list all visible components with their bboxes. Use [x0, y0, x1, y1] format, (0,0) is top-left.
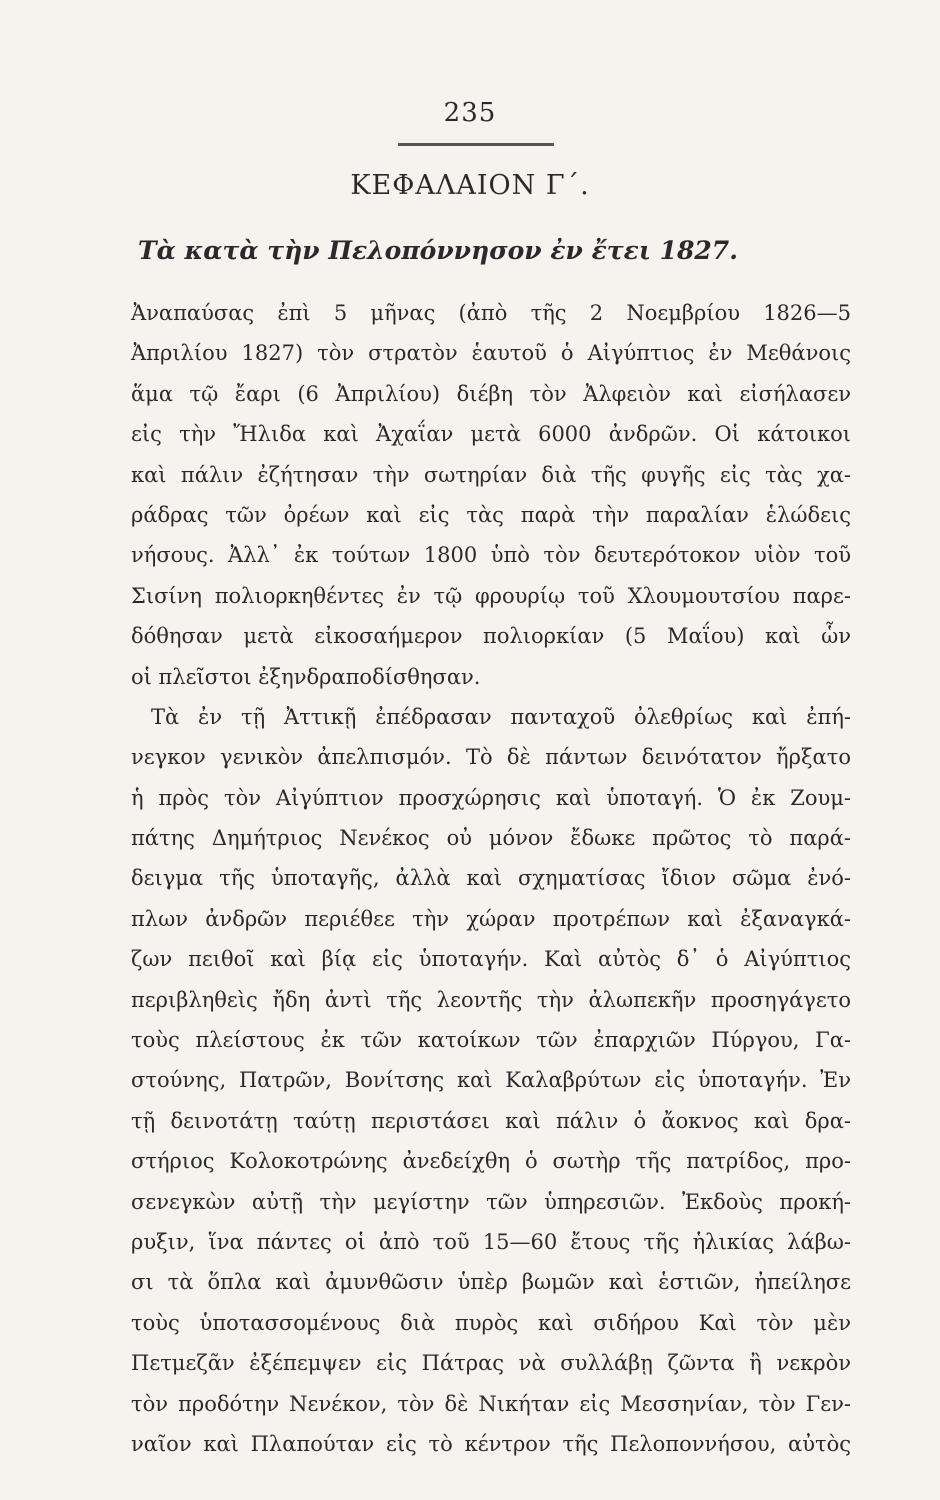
text-line: τοὺς πλείστους ἐκ τῶν κατοίκων τῶν ἐπαρχιῶν Πύργου, Γα-: [131, 1028, 851, 1053]
text-line: δόθησαν μετὰ εἰκοσαήμερον πολιορκίαν (5 Μαΐου) καὶ ὧν: [131, 624, 851, 649]
text-line: νεγκον γενικὸν ἀπελπισμόν. Τὸ δὲ πάντων δεινότατον ἤρξατο: [131, 745, 851, 770]
text-line: ρυξιν, ἵνα πάντες οἱ ἀπὸ τοῦ 15—60 ἔτους τῆς ἡλικίας λάβω-: [131, 1229, 851, 1254]
text-line: πλων ἀνδρῶν περιέθεε τὴν χώραν προτρέπων καὶ ἐξαναγκά-: [131, 906, 851, 931]
text-line: ἡ πρὸς τὸν Αἰγύπτιον προσχώρησις καὶ ὑποταγή. Ὁ ἐκ Ζουμ-: [131, 785, 851, 810]
text-line: νήσους. Ἀλλ᾽ ἐκ τούτων 1800 ὑπὸ τὸν δευτερότοκον υἱὸν τοῦ: [131, 543, 851, 568]
body-text: [131, 293, 851, 1464]
text-line: στήριος Κολοκοτρώνης ἀνεδείχθη ὁ σωτὴρ τῆς πατρίδος, προ-: [131, 1149, 851, 1174]
section-heading: Τὰ κατὰ τὴν Πελοπόννησον ἐν ἔτει 1827.: [138, 236, 738, 265]
text-line: ράδρας τῶν ὀρέων καὶ εἰς τὰς παρὰ τὴν παραλίαν ἑλώδεις: [131, 502, 851, 527]
text-line: ζων πειθοῖ καὶ βίᾳ εἰς ὑποταγήν. Καὶ αὐτὸς δ᾽ ὁ Αἰγύπτιος: [131, 947, 851, 972]
text-line: οἱ πλεῖστοι ἐξηνδραποδίσθησαν.: [131, 664, 481, 689]
text-line: καὶ πάλιν ἐζήτησαν τὴν σωτηρίαν διὰ τῆς φυγῆς εἰς τὰς χα-: [131, 462, 851, 487]
text-line: σενεγκὼν αὐτῇ τὴν μεγίστην τῶν ὑπηρεσιῶν. Ἐκδοὺς προκή-: [131, 1189, 851, 1214]
text-line: Ἀναπαύσας ἐπὶ 5 μῆνας (ἀπὸ τῆς 2 Νοεμβρίου 1826—5: [131, 301, 851, 325]
text-line: δειγμα τῆς ὑποταγῆς, ἀλλὰ καὶ σχηματίσας ἴδιον σῶμα ἐνό-: [131, 866, 851, 891]
text-line: τοὺς ὑποτασσομένους διὰ πυρὸς καὶ σιδήρου Καὶ τὸν μὲν: [131, 1310, 851, 1335]
page-number: 235: [443, 98, 497, 128]
text-line: ἅμα τῷ ἔαρι (6 Ἀπριλίου) διέβη τὸν Ἀλφειὸν καὶ εἰσήλασεν: [131, 381, 851, 406]
text-line: τὸν προδότην Νενέκον, τὸν δὲ Νικήταν εἰς Μεσσηνίαν, τὸν Γεν-: [131, 1391, 851, 1416]
chapter-title: ΚΕΦΑΛΑΙΟΝ Γ΄.: [350, 170, 590, 201]
text-line: Σισίνη πολιορκηθέντες ἐν τῷ φρουρίῳ τοῦ Χλουμουτσίου παρε-: [131, 583, 851, 608]
text-line: σι τὰ ὅπλα καὶ ἀμυνθῶσιν ὑπὲρ βωμῶν καὶ ἑστιῶν, ἠπείλησε: [131, 1270, 851, 1295]
text-line: εἰς τὴν Ἤλιδα καὶ Ἀχαΐαν μετὰ 6000 ἀνδρῶν. Οἱ κάτοικοι: [131, 422, 851, 447]
text-line: στούνης, Πατρῶν, Βονίτσης καὶ Καλαβρύτων εἰς ὑποταγήν. Ἐν: [131, 1068, 851, 1093]
text-line: πάτης Δημήτριος Νενέκος οὐ μόνον ἔδωκε πρῶτος τὸ παρά-: [131, 826, 851, 851]
text-line: Τὰ ἐν τῇ Ἀττικῇ ἐπέδρασαν πανταχοῦ ὀλεθρίως καὶ ἐπή-: [151, 704, 851, 729]
text-line: Ἀπριλίου 1827) τὸν στρατὸν ἑαυτοῦ ὁ Αἰγύπτιος ἐν Μεθάνοις: [131, 341, 851, 366]
text-line: περιβληθεὶς ἤδη ἀντὶ τῆς λεοντῆς τὴν ἀλωπεκῆν προσηγάγετο: [131, 987, 851, 1012]
text-line: Πετμεζᾶν ἐξέπεμψεν εἰς Πάτρας νὰ συλλάβῃ ζῶντα ἢ νεκρὸν: [131, 1351, 851, 1376]
text-line: τῇ δεινοτάτῃ ταύτῃ περιστάσει καὶ πάλιν ὁ ἄοκνος καὶ δρα-: [131, 1108, 851, 1133]
page-number-rule: [398, 143, 554, 146]
text-line: ναῖον καὶ Πλαπούταν εἰς τὸ κέντρον τῆς Πελοποννήσου, αὐτὸς: [131, 1431, 851, 1456]
